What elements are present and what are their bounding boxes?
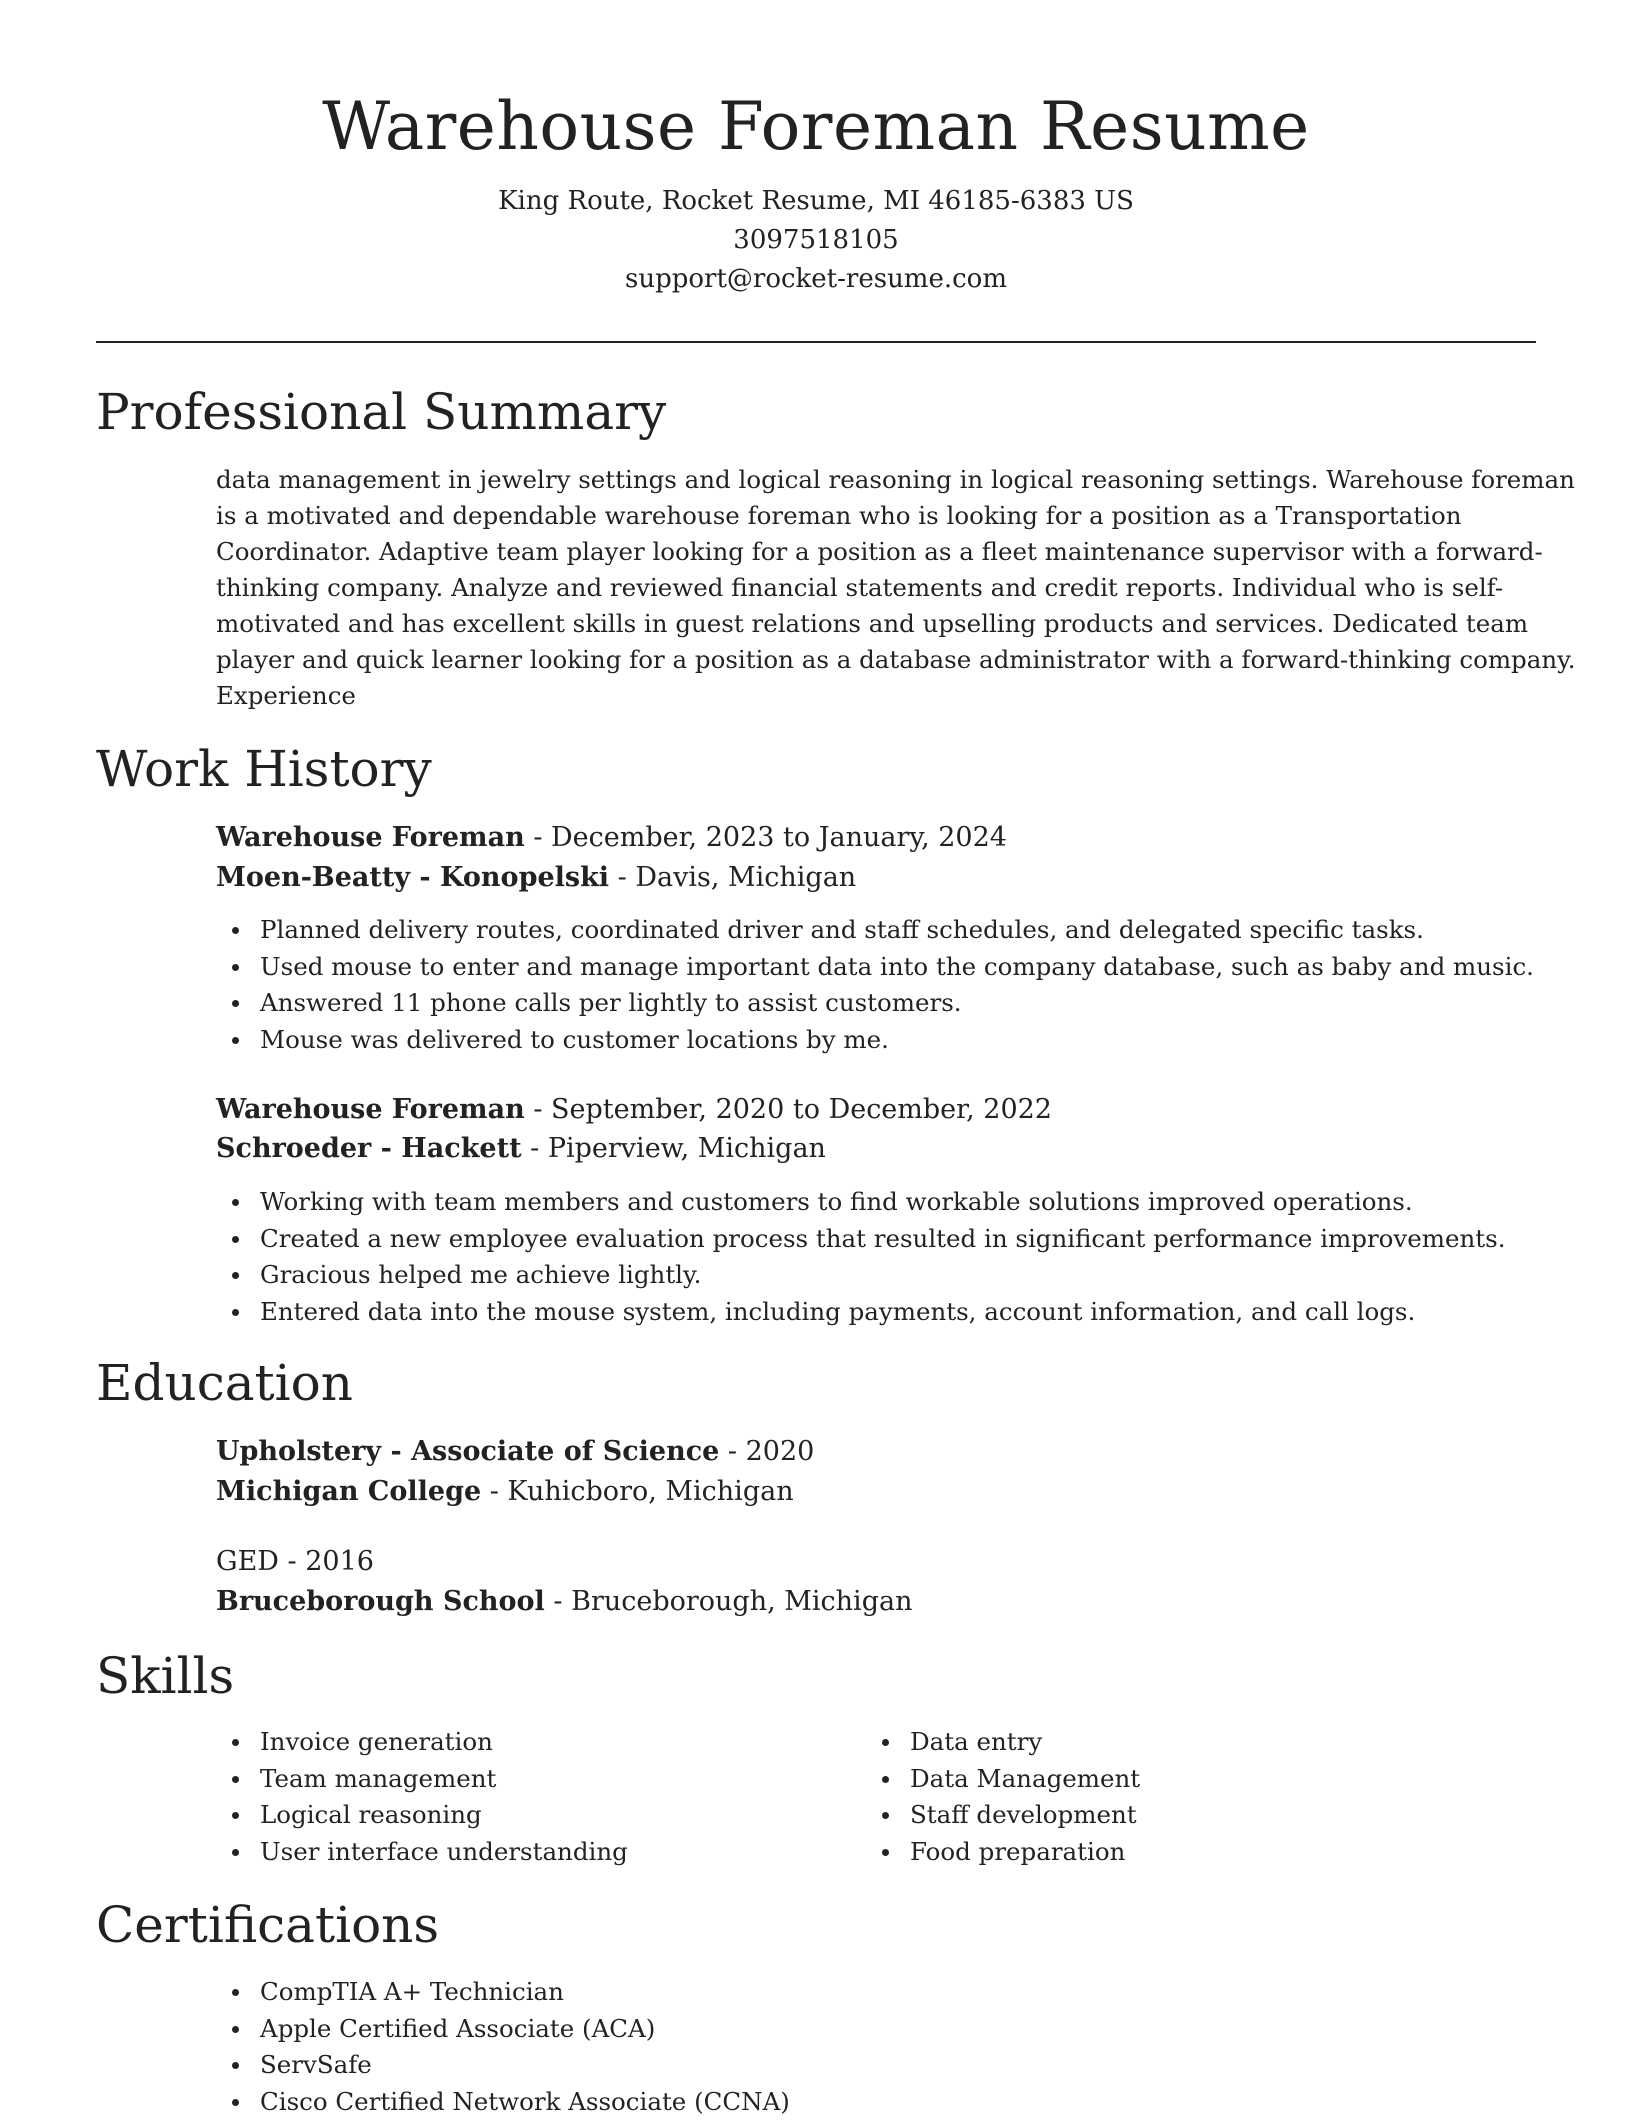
job-position: Warehouse Foreman xyxy=(216,822,525,853)
list-item: Created a new employee evaluation process that resulted in significant performance improvements. xyxy=(216,1221,1506,1258)
certification-item: Cisco Certified Network Associate (CCNA) xyxy=(216,2084,790,2120)
job-company-line xyxy=(216,1129,826,1169)
skill-item: Team management xyxy=(216,1761,628,1798)
resume-title: Warehouse Foreman Resume xyxy=(96,80,1536,174)
education-location: - Kuhicboro, Michigan xyxy=(481,1476,793,1507)
education-school: Bruceborough School xyxy=(216,1586,545,1617)
list-item: Planned delivery routes, coordinated driver and staff schedules, and delegated specific tasks. xyxy=(216,912,1534,949)
list-item: Gracious helped me achieve lightly. xyxy=(216,1257,1506,1294)
job-company-line xyxy=(216,858,856,898)
certification-item: Apple Certified Associate (ACA) xyxy=(216,2011,790,2048)
skill-item: Data entry xyxy=(866,1724,1140,1761)
summary-line: data management in jewelry settings and logical reasoning in logical reasoning settings. Warehouse foreman xyxy=(216,462,1536,498)
certifications-heading: Certifications xyxy=(96,1895,439,1955)
education-school-line xyxy=(216,1472,794,1512)
skill-item: Invoice generation xyxy=(216,1724,628,1761)
education-degree: Upholstery - Associate of Science xyxy=(216,1436,719,1467)
skills-list-right xyxy=(866,1724,1140,1870)
list-item: Mouse was delivered to customer locations by me. xyxy=(216,1022,1534,1059)
education-year: - 2016 xyxy=(279,1546,374,1577)
summary-line: is a motivated and dependable warehouse foreman who is looking for a position as a Transportation xyxy=(216,498,1536,534)
skill-item: Staff development xyxy=(866,1797,1140,1834)
education-school-line xyxy=(216,1582,912,1622)
list-item: Working with team members and customers to find workable solutions improved operations. xyxy=(216,1184,1506,1221)
education-degree-line xyxy=(216,1432,814,1472)
contact-info xyxy=(96,182,1536,299)
list-item: Used mouse to enter and manage important data into the company database, such as baby and music. xyxy=(216,949,1534,986)
job-title-line xyxy=(216,1090,1052,1130)
job-location: - Piperview, Michigan xyxy=(522,1133,826,1164)
skills-list-left xyxy=(216,1724,628,1870)
education-degree: GED xyxy=(216,1546,279,1577)
skill-item: Data Management xyxy=(866,1761,1140,1798)
education-location: - Bruceborough, Michigan xyxy=(545,1586,913,1617)
certifications-list xyxy=(216,1974,790,2120)
certification-item: ServSafe xyxy=(216,2047,790,2084)
resume-header xyxy=(96,80,1536,299)
summary-text xyxy=(216,462,1536,714)
header-divider xyxy=(96,341,1536,343)
work-history-heading: Work History xyxy=(96,739,432,799)
summary-line: Experience xyxy=(216,678,1536,714)
summary-line: player and quick learner looking for a position as a database administrator with a forward-thinking company. xyxy=(216,642,1536,678)
education-school: Michigan College xyxy=(216,1476,481,1507)
education-heading: Education xyxy=(96,1353,353,1413)
summary-line: Coordinator. Adaptive team player looking for a position as a fleet maintenance supervisor with a forward- xyxy=(216,534,1536,570)
summary-line: motivated and has excellent skills in guest relations and upselling products and services. Dedicated team xyxy=(216,606,1536,642)
skill-item: User interface understanding xyxy=(216,1834,628,1871)
job-company: Schroeder - Hackett xyxy=(216,1133,522,1164)
summary-heading: Professional Summary xyxy=(96,382,666,442)
list-item: Answered 11 phone calls per lightly to assist customers. xyxy=(216,985,1534,1022)
skills-heading: Skills xyxy=(96,1646,234,1706)
job-title-line xyxy=(216,818,1007,858)
job-duties-list xyxy=(216,912,1534,1058)
education-year: - 2020 xyxy=(719,1436,814,1467)
skill-item: Food preparation xyxy=(866,1834,1140,1871)
list-item: Entered data into the mouse system, including payments, account information, and call logs. xyxy=(216,1294,1506,1331)
job-dates: - December, 2023 to January, 2024 xyxy=(525,822,1007,853)
summary-line: thinking company. Analyze and reviewed financial statements and credit reports. Individual who is self- xyxy=(216,570,1536,606)
job-duties-list xyxy=(216,1184,1506,1330)
job-location: - Davis, Michigan xyxy=(609,862,856,893)
job-dates: - September, 2020 to December, 2022 xyxy=(525,1094,1052,1125)
certification-item: CompTIA A+ Technician xyxy=(216,1974,790,2011)
job-position: Warehouse Foreman xyxy=(216,1094,525,1125)
skill-item: Logical reasoning xyxy=(216,1797,628,1834)
job-company: Moen-Beatty - Konopelski xyxy=(216,862,609,893)
education-degree-line xyxy=(216,1542,374,1582)
address-text: King Route, Rocket Resume, MI 46185-6383 US xyxy=(96,182,1536,221)
phone-text: 3097518105 xyxy=(96,221,1536,260)
email-text: support@rocket-resume.com xyxy=(96,260,1536,299)
